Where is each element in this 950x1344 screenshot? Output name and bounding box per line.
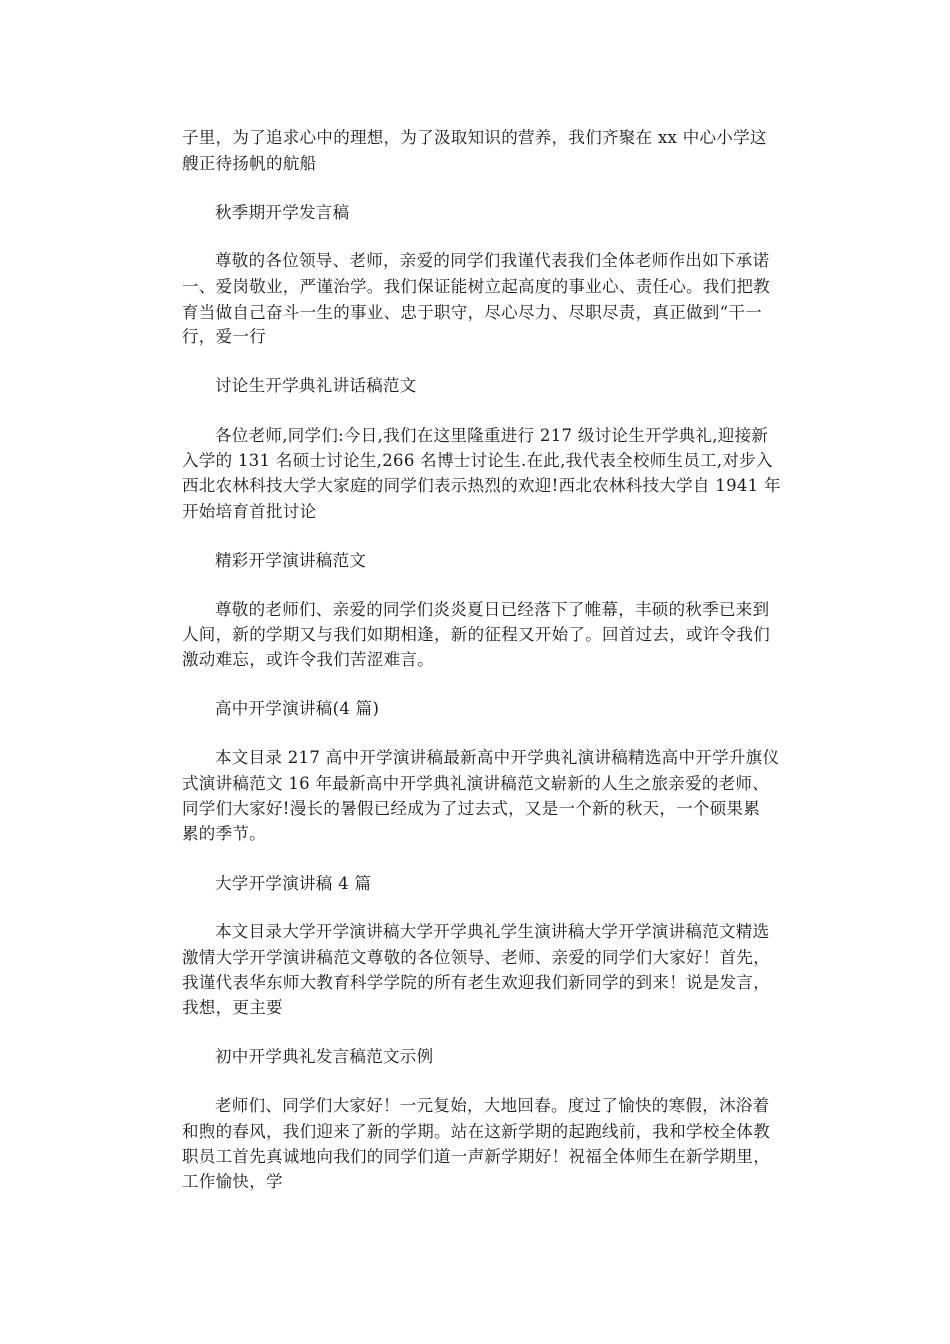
paragraph-line: 本文目录大学开学演讲稿大学开学典礼学生演讲稿大学开学演讲稿范文精选 xyxy=(215,922,770,941)
paragraph-line: 行，爱一行 xyxy=(182,327,266,346)
section-heading: 精彩开学演讲稿范文 xyxy=(215,551,367,570)
section-heading: 高中开学演讲稿(4 篇) xyxy=(215,699,380,718)
paragraph-line: 西北农林科技大学大家庭的同学们表示热烈的欢迎!西北农林科技大学自 1941 年 xyxy=(182,476,781,495)
section-heading: 讨论生开学典礼讲话稿范文 xyxy=(215,376,417,395)
paragraph-line: 我想，更主要 xyxy=(182,998,283,1017)
paragraph-line: 激情大学开学演讲稿范文尊敬的各位领导、老师、亲爱的同学们大家好！首先， xyxy=(182,948,770,967)
paragraph-line: 一、爱岗敬业，严谨治学。我们保证能树立起高度的事业心、责任心。我们把教 xyxy=(182,277,770,296)
paragraph-line: 式演讲稿范文 16 年最新高中开学典礼演讲稿范文崭新的人生之旅亲爱的老师、 xyxy=(182,774,770,793)
paragraph-line: 尊敬的各位领导、老师，亲爱的同学们我谨代表我们全体老师作出如下承诺 xyxy=(215,251,770,270)
paragraph-line: 开始培育首批讨论 xyxy=(182,502,317,521)
section-heading: 初中开学典礼发言稿范文示例 xyxy=(215,1047,434,1066)
paragraph-line: 人间，新的学期又与我们如期相逢，新的征程又开始了。回首过去，或许令我们 xyxy=(182,625,770,644)
paragraph-line: 和煦的春风，我们迎来了新的学期。站在这新学期的起跑线前，我和学校全体教 xyxy=(182,1122,770,1141)
paragraph-line: 老师们、同学们大家好！一元复始，大地回春。度过了愉快的寒假，沐浴着 xyxy=(215,1096,770,1115)
paragraph-line: 累的季节。 xyxy=(182,824,266,843)
paragraph-line: 子里，为了追求心中的理想，为了汲取知识的营养，我们齐聚在 xx 中心小学这 xyxy=(182,128,767,147)
paragraph-line: 同学们大家好!漫长的暑假已经成为了过去式，又是一个新的秋天，一个硕果累 xyxy=(182,799,761,818)
paragraph-line: 我谨代表华东师大教育科学学院的所有老生欢迎我们新同学的到来！说是发言， xyxy=(182,973,770,992)
paragraph-line: 尊敬的老师们、亲爱的同学们炎炎夏日已经落下了帷幕，丰硕的秋季已来到 xyxy=(215,600,770,619)
paragraph-line: 育当做自己奋斗一生的事业、忠于职守，尽心尽力、尽职尽责，真正做到“干一 xyxy=(182,303,762,322)
paragraph-line: 各位老师,同学们:今日,我们在这里隆重进行 217 级讨论生开学典礼,迎接新 xyxy=(215,426,769,445)
section-heading: 秋季期开学发言稿 xyxy=(215,203,350,222)
paragraph-line: 艘正待扬帆的航船 xyxy=(182,154,317,173)
section-heading: 大学开学演讲稿 4 篇 xyxy=(215,874,372,893)
paragraph-line: 职员工首先真诚地向我们的同学们道一声新学期好！祝福全体师生在新学期里， xyxy=(182,1147,770,1166)
paragraph-line: 激动难忘，或许令我们苦涩难言。 xyxy=(182,650,434,669)
paragraph-line: 本文目录 217 高中开学演讲稿最新高中开学典礼演讲稿精选高中开学升旗仪 xyxy=(215,748,780,767)
paragraph-line: 工作愉快，学 xyxy=(182,1172,283,1191)
paragraph-line: 入学的 131 名硕士讨论生,266 名博士讨论生.在此,我代表全校师生员工,对步入 xyxy=(182,451,773,470)
